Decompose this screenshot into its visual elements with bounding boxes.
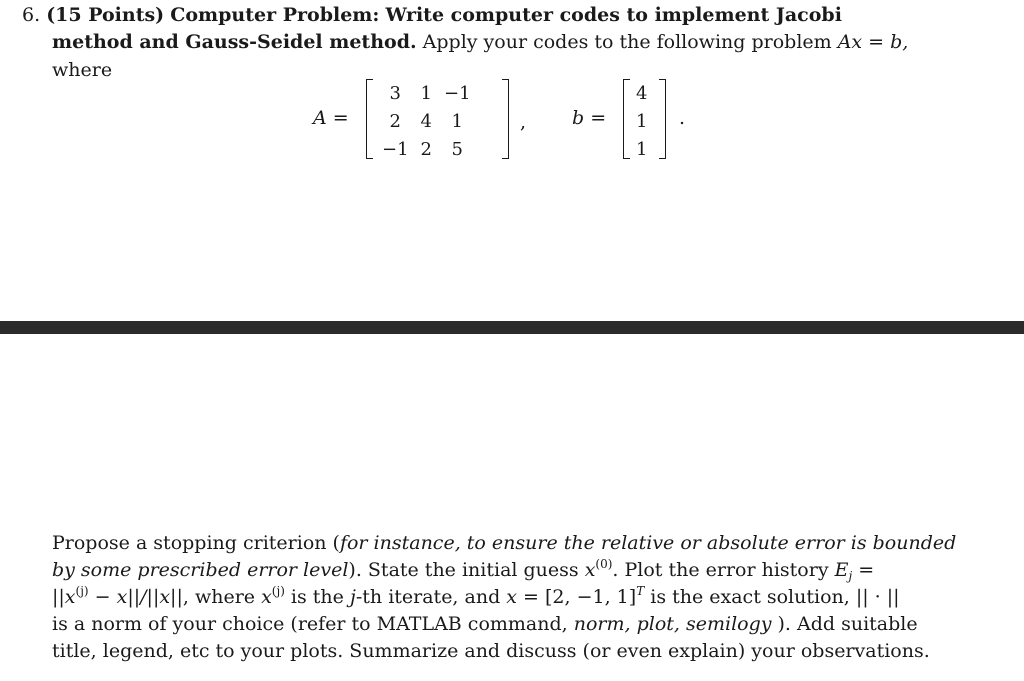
body-line-1 xyxy=(52,530,956,557)
body-math: j xyxy=(349,586,356,608)
body-sup: (0) xyxy=(595,557,613,571)
body-sub: j xyxy=(848,569,853,583)
problem-prompt-bold-1: Write computer codes to implement Jacobi xyxy=(385,4,842,26)
matrix-a-row xyxy=(376,79,477,107)
body-math: x xyxy=(261,586,272,608)
body-line-2 xyxy=(52,557,874,586)
body-text: = xyxy=(852,559,875,581)
problem-line-1 xyxy=(22,2,842,29)
matrix-a-row xyxy=(376,135,477,163)
body-math: − x||/||x|| xyxy=(88,586,183,608)
vector-b-cell: 1 xyxy=(636,110,648,132)
body-text: ). State the initial guess xyxy=(348,559,585,581)
body-line-4 xyxy=(52,611,918,638)
matrix-a-cell: 2 xyxy=(389,110,401,132)
vector-b-cell: 1 xyxy=(636,138,648,160)
body-text: . Plot the error history xyxy=(612,559,835,581)
body-math: x xyxy=(506,586,518,608)
body-text: ). Add suitable xyxy=(771,613,918,635)
matrix-a-cell: 3 xyxy=(389,82,401,104)
problem-label: Computer Problem: xyxy=(170,4,380,26)
problem-where: where xyxy=(52,59,113,81)
matrix-a-row xyxy=(376,107,477,135)
body-text: , where xyxy=(182,586,262,608)
body-math: E xyxy=(834,559,849,581)
body-text: is the exact solution, || · || xyxy=(644,586,900,608)
body-italic: for instance, to ensure the relative or absolute error is bounded xyxy=(339,532,957,554)
matrix-a-cell: 5 xyxy=(451,138,463,160)
body-text: Propose a stopping criterion ( xyxy=(52,532,340,554)
body-math: x xyxy=(584,559,596,581)
matrix-a-left-bracket xyxy=(366,79,373,159)
problem-prompt-bold-2: method and Gauss-Seidel method. xyxy=(52,31,417,53)
matrix-a-cell: 4 xyxy=(420,110,432,132)
section-divider xyxy=(0,321,1024,334)
body-text: = [2, −1, 1] xyxy=(517,586,637,608)
body-text: -th iterate, and xyxy=(355,586,507,608)
matrix-a-cell: 1 xyxy=(451,110,463,132)
matrix-separator-comma: , xyxy=(520,111,527,133)
body-line-5: title, legend, etc to your plots. Summarize and discuss (or even explain) your observations. xyxy=(52,640,930,662)
body-line-3 xyxy=(52,584,900,613)
equation-period: . xyxy=(679,107,686,129)
problem-points: (15 Points) xyxy=(46,4,165,26)
problem-line-2 xyxy=(52,29,908,56)
vector-b xyxy=(630,79,653,163)
vector-b-cell: 4 xyxy=(636,82,648,104)
matrix-a-cell: 1 xyxy=(420,82,432,104)
body-sup: (j) xyxy=(271,584,285,598)
matrix-a-right-bracket xyxy=(502,79,509,159)
matrix-a-cell: −1 xyxy=(444,82,471,104)
vector-b-label: b = xyxy=(572,107,607,129)
body-text: is the xyxy=(284,586,350,608)
vector-b-left-bracket xyxy=(623,79,630,159)
matrix-a-cell: 2 xyxy=(420,138,432,160)
problem-equation: Ax = b, xyxy=(837,31,909,53)
body-italic: norm, plot, semilogy xyxy=(573,613,772,635)
body-italic: by some prescribed error level xyxy=(52,559,349,581)
body-text: is a norm of your choice (refer to MATLAB command, xyxy=(52,613,574,635)
problem-prompt-rest: Apply your codes to the following problem xyxy=(416,31,838,53)
vector-b-right-bracket xyxy=(659,79,666,159)
body-sup: T xyxy=(636,584,645,598)
body-math: ||x xyxy=(52,586,76,608)
body-sup: (j) xyxy=(75,584,89,598)
matrix-a-cell: −1 xyxy=(382,138,409,160)
matrix-a-label: A = xyxy=(313,107,349,129)
problem-number: 6. xyxy=(22,4,41,26)
matrix-a xyxy=(376,79,477,163)
